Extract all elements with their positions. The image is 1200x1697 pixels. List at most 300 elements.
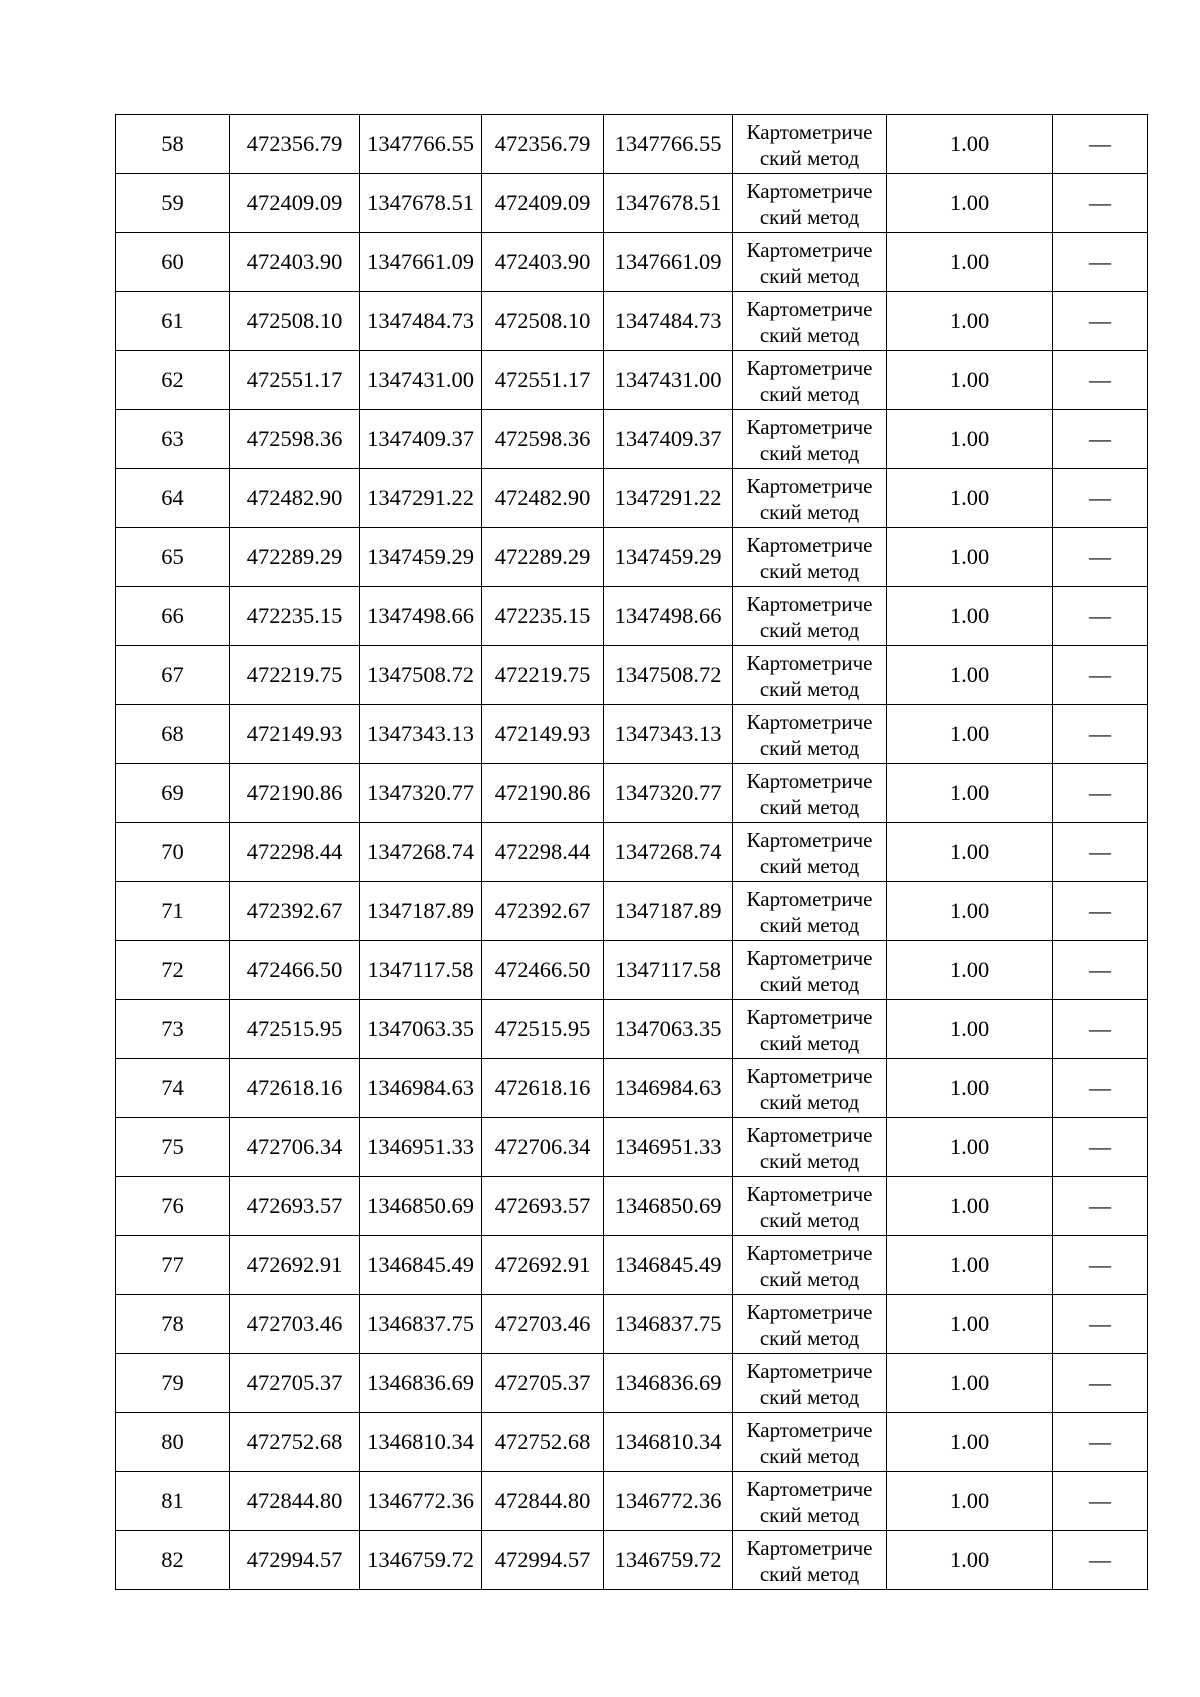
accuracy-cell: 1.00	[887, 1177, 1053, 1236]
accuracy-cell: 1.00	[887, 1413, 1053, 1472]
x-coordinate-new-cell: 472403.90	[482, 233, 604, 292]
method-line-1: Картометриче	[746, 474, 873, 498]
coordinates-table	[115, 114, 1148, 1590]
x-coordinate-cell: 472392.67	[230, 882, 360, 941]
x-coordinate-cell: 472298.44	[230, 823, 360, 882]
accuracy-cell: 1.00	[887, 941, 1053, 1000]
point-number-cell: 71	[116, 882, 230, 941]
table-row	[116, 469, 1148, 528]
x-coordinate-cell: 472403.90	[230, 233, 360, 292]
method-line-1: Картометриче	[746, 120, 873, 144]
method-line-2: ский метод	[759, 1326, 860, 1350]
x-coordinate-new-cell: 472994.57	[482, 1531, 604, 1590]
description-dash: —	[1089, 1015, 1111, 1041]
x-coordinate-new-cell: 472692.91	[482, 1236, 604, 1295]
x-coordinate-new-cell: 472752.68	[482, 1413, 604, 1472]
x-coordinate-new-cell: 472551.17	[482, 351, 604, 410]
description-cell	[1053, 528, 1148, 587]
y-coordinate-cell: 1347766.55	[360, 115, 482, 174]
method-line-1: Картометриче	[746, 887, 873, 911]
description-cell	[1053, 115, 1148, 174]
method-line-1: Картометриче	[746, 1300, 873, 1324]
point-number-cell: 62	[116, 351, 230, 410]
accuracy-cell: 1.00	[887, 1118, 1053, 1177]
table-row	[116, 351, 1148, 410]
y-coordinate-cell: 1347291.22	[360, 469, 482, 528]
method-cell	[733, 1295, 887, 1354]
method-line-2: ский метод	[759, 500, 860, 524]
table-row	[116, 233, 1148, 292]
description-cell	[1053, 587, 1148, 646]
description-cell	[1053, 705, 1148, 764]
description-cell	[1053, 1531, 1148, 1590]
point-number-cell: 60	[116, 233, 230, 292]
x-coordinate-cell: 472693.57	[230, 1177, 360, 1236]
table-row	[116, 1295, 1148, 1354]
x-coordinate-cell: 472466.50	[230, 941, 360, 1000]
point-number-cell: 72	[116, 941, 230, 1000]
method-cell	[733, 587, 887, 646]
point-number-cell: 59	[116, 174, 230, 233]
description-dash: —	[1089, 248, 1111, 274]
method-line-1: Картометриче	[746, 946, 873, 970]
description-cell	[1053, 469, 1148, 528]
table-row	[116, 1531, 1148, 1590]
method-line-1: Картометриче	[746, 1241, 873, 1265]
method-cell	[733, 174, 887, 233]
x-coordinate-cell: 472752.68	[230, 1413, 360, 1472]
x-coordinate-cell: 472190.86	[230, 764, 360, 823]
y-coordinate-cell: 1347268.74	[360, 823, 482, 882]
point-number-cell: 64	[116, 469, 230, 528]
method-line-2: ский метод	[759, 382, 860, 406]
y-coordinate-cell: 1347431.00	[360, 351, 482, 410]
method-line-2: ский метод	[759, 618, 860, 642]
y-coordinate-new-cell: 1347484.73	[604, 292, 733, 351]
table-row	[116, 410, 1148, 469]
x-coordinate-cell: 472706.34	[230, 1118, 360, 1177]
method-cell	[733, 292, 887, 351]
description-dash: —	[1089, 1546, 1111, 1572]
table-row	[116, 174, 1148, 233]
y-coordinate-cell: 1347661.09	[360, 233, 482, 292]
method-line-2: ский метод	[759, 559, 860, 583]
method-line-2: ский метод	[759, 441, 860, 465]
method-line-1: Картометриче	[746, 592, 873, 616]
y-coordinate-new-cell: 1347678.51	[604, 174, 733, 233]
description-cell	[1053, 941, 1148, 1000]
point-number-cell: 79	[116, 1354, 230, 1413]
point-number-cell: 82	[116, 1531, 230, 1590]
table-row	[116, 646, 1148, 705]
point-number-cell: 63	[116, 410, 230, 469]
point-number-cell: 77	[116, 1236, 230, 1295]
accuracy-cell: 1.00	[887, 1295, 1053, 1354]
point-number-cell: 80	[116, 1413, 230, 1472]
y-coordinate-new-cell: 1347459.29	[604, 528, 733, 587]
method-line-1: Картометриче	[746, 415, 873, 439]
method-line-1: Картометриче	[746, 1477, 873, 1501]
method-cell	[733, 1177, 887, 1236]
method-line-2: ский метод	[759, 1208, 860, 1232]
description-dash: —	[1089, 897, 1111, 923]
y-coordinate-new-cell: 1346759.72	[604, 1531, 733, 1590]
y-coordinate-cell: 1346837.75	[360, 1295, 482, 1354]
y-coordinate-new-cell: 1346850.69	[604, 1177, 733, 1236]
method-cell	[733, 1531, 887, 1590]
x-coordinate-new-cell: 472618.16	[482, 1059, 604, 1118]
y-coordinate-new-cell: 1346951.33	[604, 1118, 733, 1177]
table-row	[116, 1177, 1148, 1236]
table-row	[116, 1472, 1148, 1531]
method-cell	[733, 410, 887, 469]
point-number-cell: 70	[116, 823, 230, 882]
x-coordinate-new-cell: 472482.90	[482, 469, 604, 528]
method-cell	[733, 646, 887, 705]
method-cell	[733, 764, 887, 823]
x-coordinate-new-cell: 472508.10	[482, 292, 604, 351]
y-coordinate-cell: 1347409.37	[360, 410, 482, 469]
description-cell	[1053, 1059, 1148, 1118]
description-dash: —	[1089, 366, 1111, 392]
y-coordinate-new-cell: 1346837.75	[604, 1295, 733, 1354]
accuracy-cell: 1.00	[887, 1531, 1053, 1590]
method-cell	[733, 1118, 887, 1177]
method-line-2: ский метод	[759, 1503, 860, 1527]
accuracy-cell: 1.00	[887, 1354, 1053, 1413]
y-coordinate-new-cell: 1347320.77	[604, 764, 733, 823]
accuracy-cell: 1.00	[887, 1059, 1053, 1118]
point-number-cell: 65	[116, 528, 230, 587]
point-number-cell: 75	[116, 1118, 230, 1177]
method-line-1: Картометриче	[746, 1123, 873, 1147]
description-dash: —	[1089, 189, 1111, 215]
method-line-2: ский метод	[759, 1090, 860, 1114]
x-coordinate-new-cell: 472190.86	[482, 764, 604, 823]
accuracy-cell: 1.00	[887, 705, 1053, 764]
y-coordinate-new-cell: 1346984.63	[604, 1059, 733, 1118]
method-cell	[733, 1354, 887, 1413]
description-dash: —	[1089, 1369, 1111, 1395]
y-coordinate-new-cell: 1347508.72	[604, 646, 733, 705]
table-row	[116, 1236, 1148, 1295]
table-row	[116, 587, 1148, 646]
description-dash: —	[1089, 838, 1111, 864]
description-dash: —	[1089, 1192, 1111, 1218]
description-dash: —	[1089, 484, 1111, 510]
description-cell	[1053, 646, 1148, 705]
x-coordinate-new-cell: 472598.36	[482, 410, 604, 469]
description-cell	[1053, 292, 1148, 351]
accuracy-cell: 1.00	[887, 1236, 1053, 1295]
y-coordinate-cell: 1347063.35	[360, 1000, 482, 1059]
method-cell	[733, 1236, 887, 1295]
y-coordinate-new-cell: 1347291.22	[604, 469, 733, 528]
table-row	[116, 528, 1148, 587]
method-cell	[733, 351, 887, 410]
x-coordinate-cell: 472994.57	[230, 1531, 360, 1590]
table-row	[116, 823, 1148, 882]
description-dash: —	[1089, 602, 1111, 628]
description-cell	[1053, 823, 1148, 882]
description-dash: —	[1089, 1074, 1111, 1100]
y-coordinate-new-cell: 1347187.89	[604, 882, 733, 941]
x-coordinate-new-cell: 472466.50	[482, 941, 604, 1000]
method-line-2: ский метод	[759, 1562, 860, 1586]
table-row	[116, 1059, 1148, 1118]
y-coordinate-cell: 1347459.29	[360, 528, 482, 587]
description-dash: —	[1089, 1487, 1111, 1513]
table-row	[116, 764, 1148, 823]
x-coordinate-cell: 472219.75	[230, 646, 360, 705]
description-dash: —	[1089, 661, 1111, 687]
point-number-cell: 67	[116, 646, 230, 705]
accuracy-cell: 1.00	[887, 882, 1053, 941]
method-line-1: Картометриче	[746, 356, 873, 380]
x-coordinate-cell: 472551.17	[230, 351, 360, 410]
x-coordinate-new-cell: 472392.67	[482, 882, 604, 941]
description-dash: —	[1089, 130, 1111, 156]
y-coordinate-new-cell: 1347498.66	[604, 587, 733, 646]
x-coordinate-cell: 472598.36	[230, 410, 360, 469]
y-coordinate-cell: 1346759.72	[360, 1531, 482, 1590]
method-line-1: Картометриче	[746, 1418, 873, 1442]
y-coordinate-cell: 1347320.77	[360, 764, 482, 823]
y-coordinate-new-cell: 1347063.35	[604, 1000, 733, 1059]
point-number-cell: 66	[116, 587, 230, 646]
x-coordinate-cell: 472508.10	[230, 292, 360, 351]
table-row	[116, 941, 1148, 1000]
x-coordinate-new-cell: 472289.29	[482, 528, 604, 587]
x-coordinate-cell: 472409.09	[230, 174, 360, 233]
method-cell	[733, 823, 887, 882]
accuracy-cell: 1.00	[887, 823, 1053, 882]
y-coordinate-new-cell: 1347268.74	[604, 823, 733, 882]
y-coordinate-new-cell: 1347343.13	[604, 705, 733, 764]
x-coordinate-new-cell: 472706.34	[482, 1118, 604, 1177]
x-coordinate-new-cell: 472356.79	[482, 115, 604, 174]
x-coordinate-new-cell: 472235.15	[482, 587, 604, 646]
y-coordinate-new-cell: 1347661.09	[604, 233, 733, 292]
y-coordinate-cell: 1346845.49	[360, 1236, 482, 1295]
accuracy-cell: 1.00	[887, 469, 1053, 528]
y-coordinate-cell: 1347484.73	[360, 292, 482, 351]
y-coordinate-cell: 1346984.63	[360, 1059, 482, 1118]
method-line-2: ский метод	[759, 795, 860, 819]
method-line-1: Картометриче	[746, 1359, 873, 1383]
description-cell	[1053, 1472, 1148, 1531]
point-number-cell: 81	[116, 1472, 230, 1531]
y-coordinate-cell: 1346810.34	[360, 1413, 482, 1472]
description-dash: —	[1089, 543, 1111, 569]
x-coordinate-cell: 472482.90	[230, 469, 360, 528]
description-cell	[1053, 410, 1148, 469]
table-body	[116, 115, 1148, 1590]
method-line-2: ский метод	[759, 205, 860, 229]
description-dash: —	[1089, 1310, 1111, 1336]
method-cell	[733, 233, 887, 292]
method-line-1: Картометриче	[746, 1005, 873, 1029]
y-coordinate-cell: 1347117.58	[360, 941, 482, 1000]
description-cell	[1053, 1177, 1148, 1236]
description-cell	[1053, 1000, 1148, 1059]
description-cell	[1053, 351, 1148, 410]
table-row	[116, 292, 1148, 351]
x-coordinate-new-cell: 472705.37	[482, 1354, 604, 1413]
x-coordinate-cell: 472618.16	[230, 1059, 360, 1118]
accuracy-cell: 1.00	[887, 174, 1053, 233]
description-cell	[1053, 1118, 1148, 1177]
accuracy-cell: 1.00	[887, 351, 1053, 410]
accuracy-cell: 1.00	[887, 1000, 1053, 1059]
x-coordinate-new-cell: 472515.95	[482, 1000, 604, 1059]
table-row	[116, 882, 1148, 941]
y-coordinate-cell: 1346836.69	[360, 1354, 482, 1413]
point-number-cell: 73	[116, 1000, 230, 1059]
method-line-2: ский метод	[759, 913, 860, 937]
description-cell	[1053, 1236, 1148, 1295]
x-coordinate-new-cell: 472693.57	[482, 1177, 604, 1236]
y-coordinate-new-cell: 1346772.36	[604, 1472, 733, 1531]
method-cell	[733, 469, 887, 528]
method-line-2: ский метод	[759, 146, 860, 170]
accuracy-cell: 1.00	[887, 292, 1053, 351]
accuracy-cell: 1.00	[887, 1472, 1053, 1531]
y-coordinate-new-cell: 1346845.49	[604, 1236, 733, 1295]
x-coordinate-cell: 472289.29	[230, 528, 360, 587]
x-coordinate-cell: 472705.37	[230, 1354, 360, 1413]
y-coordinate-new-cell: 1346810.34	[604, 1413, 733, 1472]
x-coordinate-cell: 472844.80	[230, 1472, 360, 1531]
table-row	[116, 705, 1148, 764]
description-cell	[1053, 1354, 1148, 1413]
table-row	[116, 1000, 1148, 1059]
method-line-2: ский метод	[759, 1149, 860, 1173]
description-cell	[1053, 764, 1148, 823]
method-line-1: Картометриче	[746, 533, 873, 557]
method-line-1: Картометриче	[746, 710, 873, 734]
method-line-2: ский метод	[759, 854, 860, 878]
method-cell	[733, 528, 887, 587]
description-dash: —	[1089, 956, 1111, 982]
point-number-cell: 74	[116, 1059, 230, 1118]
x-coordinate-cell: 472692.91	[230, 1236, 360, 1295]
point-number-cell: 69	[116, 764, 230, 823]
point-number-cell: 61	[116, 292, 230, 351]
method-cell	[733, 1059, 887, 1118]
description-cell	[1053, 882, 1148, 941]
y-coordinate-cell: 1347187.89	[360, 882, 482, 941]
description-cell	[1053, 174, 1148, 233]
y-coordinate-new-cell: 1346836.69	[604, 1354, 733, 1413]
y-coordinate-cell: 1347508.72	[360, 646, 482, 705]
method-line-2: ский метод	[759, 736, 860, 760]
method-line-2: ский метод	[759, 323, 860, 347]
y-coordinate-new-cell: 1347409.37	[604, 410, 733, 469]
method-line-2: ский метод	[759, 972, 860, 996]
method-line-2: ский метод	[759, 264, 860, 288]
method-cell	[733, 705, 887, 764]
method-cell	[733, 941, 887, 1000]
table-row	[116, 1118, 1148, 1177]
x-coordinate-cell: 472149.93	[230, 705, 360, 764]
method-line-1: Картометриче	[746, 297, 873, 321]
description-dash: —	[1089, 1251, 1111, 1277]
point-number-cell: 76	[116, 1177, 230, 1236]
x-coordinate-new-cell: 472703.46	[482, 1295, 604, 1354]
description-cell	[1053, 1295, 1148, 1354]
description-dash: —	[1089, 779, 1111, 805]
method-line-2: ский метод	[759, 1444, 860, 1468]
table-row	[116, 1354, 1148, 1413]
x-coordinate-new-cell: 472844.80	[482, 1472, 604, 1531]
accuracy-cell: 1.00	[887, 528, 1053, 587]
x-coordinate-cell: 472356.79	[230, 115, 360, 174]
y-coordinate-cell: 1346951.33	[360, 1118, 482, 1177]
x-coordinate-new-cell: 472298.44	[482, 823, 604, 882]
y-coordinate-new-cell: 1347117.58	[604, 941, 733, 1000]
accuracy-cell: 1.00	[887, 587, 1053, 646]
point-number-cell: 58	[116, 115, 230, 174]
method-line-2: ский метод	[759, 1267, 860, 1291]
method-line-2: ский метод	[759, 1031, 860, 1055]
x-coordinate-cell: 472235.15	[230, 587, 360, 646]
x-coordinate-cell: 472515.95	[230, 1000, 360, 1059]
description-dash: —	[1089, 307, 1111, 333]
y-coordinate-new-cell: 1347766.55	[604, 115, 733, 174]
description-dash: —	[1089, 425, 1111, 451]
method-line-1: Картометриче	[746, 651, 873, 675]
y-coordinate-new-cell: 1347431.00	[604, 351, 733, 410]
point-number-cell: 78	[116, 1295, 230, 1354]
y-coordinate-cell: 1347343.13	[360, 705, 482, 764]
table-row	[116, 115, 1148, 174]
method-cell	[733, 1472, 887, 1531]
y-coordinate-cell: 1347498.66	[360, 587, 482, 646]
method-line-1: Картометриче	[746, 238, 873, 262]
method-line-1: Картометриче	[746, 1064, 873, 1088]
method-line-1: Картометриче	[746, 1182, 873, 1206]
method-cell	[733, 882, 887, 941]
table-row	[116, 1413, 1148, 1472]
x-coordinate-new-cell: 472219.75	[482, 646, 604, 705]
method-line-1: Картометриче	[746, 828, 873, 852]
method-cell	[733, 115, 887, 174]
y-coordinate-cell: 1346772.36	[360, 1472, 482, 1531]
description-dash: —	[1089, 1428, 1111, 1454]
method-line-1: Картометриче	[746, 179, 873, 203]
method-line-1: Картометриче	[746, 769, 873, 793]
method-line-2: ский метод	[759, 1385, 860, 1409]
y-coordinate-cell: 1346850.69	[360, 1177, 482, 1236]
accuracy-cell: 1.00	[887, 410, 1053, 469]
method-line-2: ский метод	[759, 677, 860, 701]
accuracy-cell: 1.00	[887, 764, 1053, 823]
x-coordinate-cell: 472703.46	[230, 1295, 360, 1354]
method-line-1: Картометриче	[746, 1536, 873, 1560]
x-coordinate-new-cell: 472149.93	[482, 705, 604, 764]
y-coordinate-cell: 1347678.51	[360, 174, 482, 233]
accuracy-cell: 1.00	[887, 115, 1053, 174]
accuracy-cell: 1.00	[887, 646, 1053, 705]
x-coordinate-new-cell: 472409.09	[482, 174, 604, 233]
method-cell	[733, 1000, 887, 1059]
description-cell	[1053, 233, 1148, 292]
description-cell	[1053, 1413, 1148, 1472]
description-dash: —	[1089, 720, 1111, 746]
method-cell	[733, 1413, 887, 1472]
accuracy-cell: 1.00	[887, 233, 1053, 292]
